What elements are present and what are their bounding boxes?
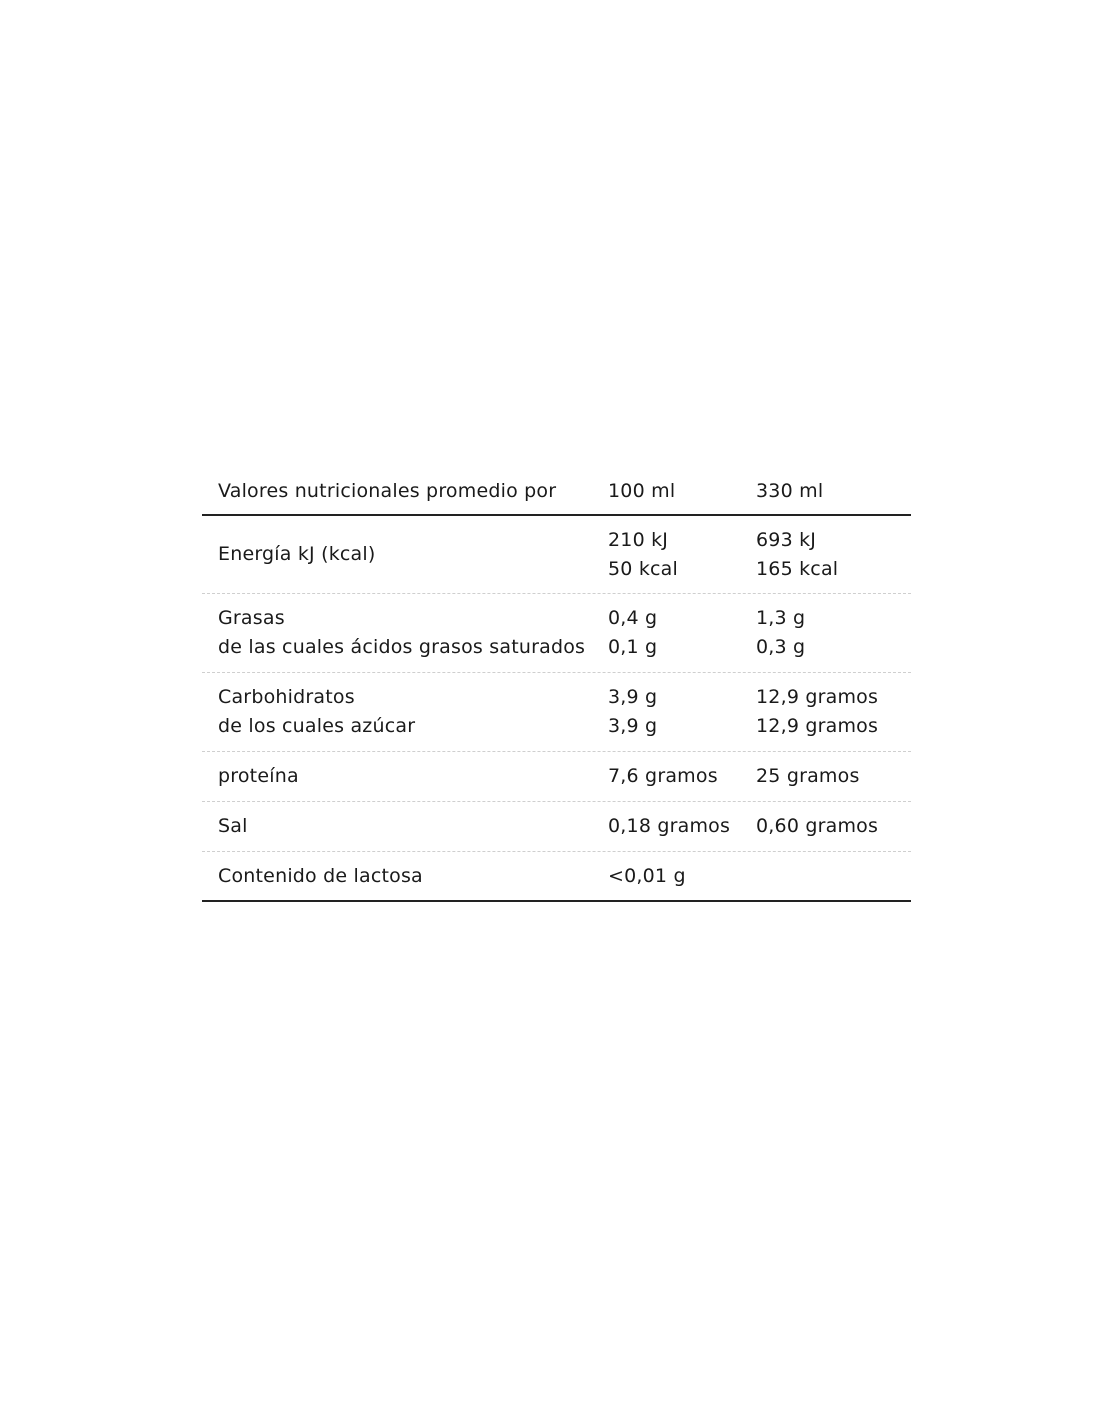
energy-100ml-kcal: 50 kcal <box>608 557 678 580</box>
energy-330ml-kcal: 165 kcal <box>756 557 839 580</box>
table-row-protein <box>202 752 911 802</box>
table-row-carbs <box>202 673 911 752</box>
fats-labels <box>202 604 608 662</box>
protein-100ml-value: 7,6 gramos <box>608 765 718 787</box>
sugar-100ml-value: 3,9 g <box>608 715 658 737</box>
protein-label: proteína <box>218 765 299 787</box>
table-row-lactose <box>202 852 911 902</box>
carbs-100ml-value: 3,9 g <box>608 686 658 708</box>
energy-100ml <box>608 526 756 584</box>
nutrition-table <box>202 470 911 902</box>
header-label: Valores nutricionales promedio por <box>218 480 557 502</box>
fats-label: Grasas <box>218 607 285 629</box>
energy-330ml-kj: 693 kJ <box>756 528 817 551</box>
fats-330ml <box>756 604 911 662</box>
salt-100ml-value: 0,18 gramos <box>608 815 731 837</box>
table-header-row <box>202 470 911 516</box>
energy-330ml <box>756 526 911 584</box>
salt-330ml-value: 0,60 gramos <box>756 815 879 837</box>
table-row-fats <box>202 594 911 673</box>
energy-label: Energía kJ (kcal) <box>218 543 376 565</box>
carbs-label: Carbohidratos <box>218 686 355 708</box>
energy-100ml-kj: 210 kJ <box>608 528 669 551</box>
carbs-330ml <box>756 683 911 741</box>
saturated-fats-330ml-value: 0,3 g <box>756 636 806 658</box>
carbs-100ml <box>608 683 756 741</box>
fats-100ml <box>608 604 756 662</box>
saturated-fats-label: de las cuales ácidos grasos saturados <box>218 636 586 658</box>
saturated-fats-100ml-value: 0,1 g <box>608 636 658 658</box>
protein-330ml-value: 25 gramos <box>756 765 860 787</box>
carbs-330ml-value: 12,9 gramos <box>756 686 879 708</box>
lactose-100ml-value: <0,01 g <box>608 864 686 887</box>
sugar-label: de los cuales azúcar <box>218 715 416 737</box>
header-330ml: 330 ml <box>756 480 824 502</box>
fats-100ml-value: 0,4 g <box>608 607 658 629</box>
header-100ml: 100 ml <box>608 480 676 502</box>
salt-label: Sal <box>218 815 248 837</box>
lactose-label: Contenido de lactosa <box>218 864 423 887</box>
fats-330ml-value: 1,3 g <box>756 607 806 629</box>
table-row-energy <box>202 516 911 594</box>
table-row-salt <box>202 802 911 852</box>
carbs-labels <box>202 683 608 741</box>
sugar-330ml-value: 12,9 gramos <box>756 715 879 737</box>
